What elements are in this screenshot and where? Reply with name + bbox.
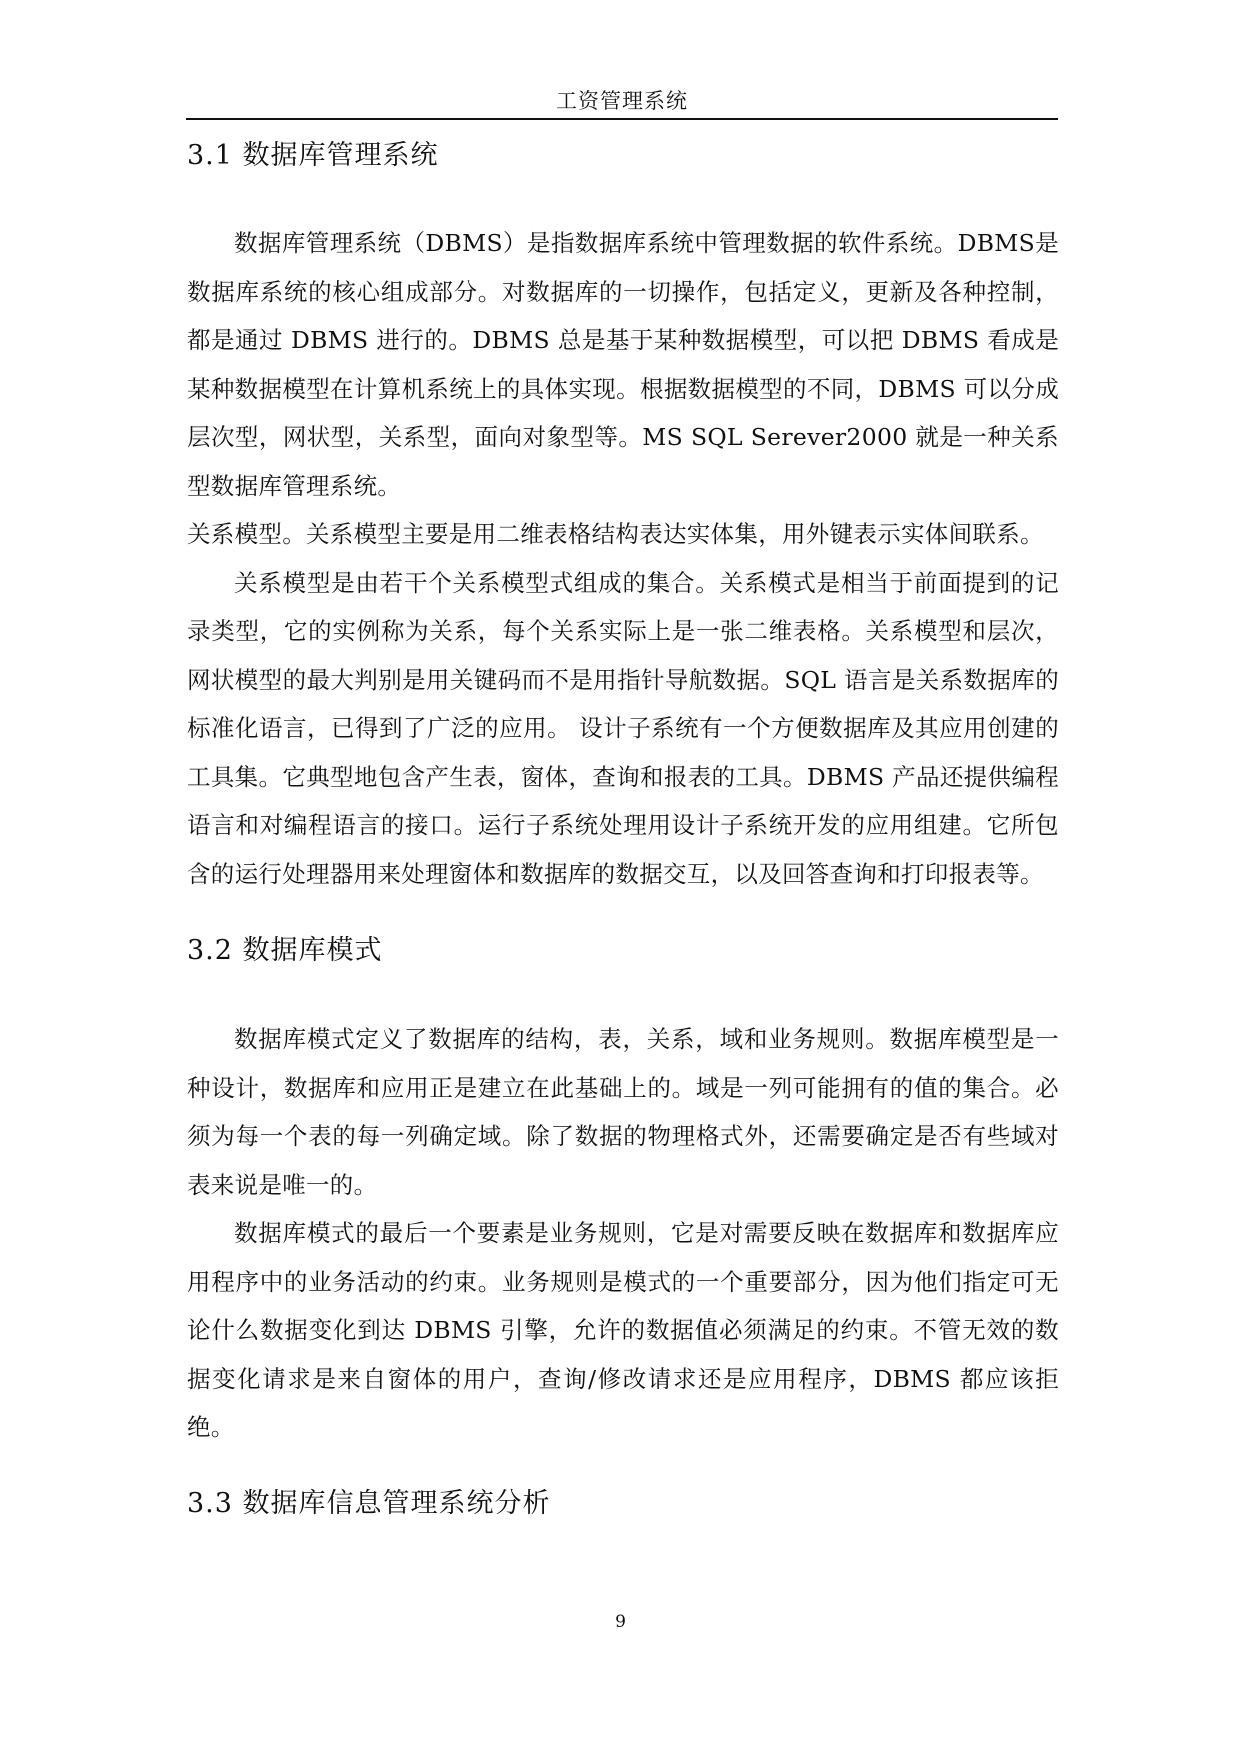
paragraph-dbms-intro: 数据库管理系统（DBMS）是指数据库系统中管理数据的软件系统。DBMS是数据库系统的核心组成部分。对数据库的一切操作，包括定义，更新及各种控制，都是通过 DBMS 进行的。DBMS 总是基于某种数据模型，可以把 DBMS 看成是某种数据模型在计算机系统上的具体实现。根据数据模型的不同，DBMS 可以分成层次型，网状型，关系型，面向对象型等。MS SQL Serever2000 就是一种关系型数据库管理系统。 [187, 229, 1059, 500]
section-heading-3-1: 3.1 数据库管理系统 [187, 140, 439, 171]
page-body [187, 132, 1059, 1528]
header-rule [186, 118, 1058, 120]
section-heading-3-3: 3.3 数据库信息管理系统分析 [187, 1487, 551, 1519]
paragraph-relational-schema: 关系模型是由若干个关系模型式组成的集合。关系模式是相当于前面提到的记录类型，它的实例称为关系，每个关系实际上是一张二维表格。关系模型和层次，网状模型的最大判别是用关键码而不是用指针导航数据。SQL 语言是关系数据库的标准化语言，已得到了广泛的应用。 设计子系统有一个方便数据库及其应用创建的工具集。它典型地包含产生表，窗体，查询和报表的工具。DBMS 产品还提供编程语言和对编程语言的接口。运行子系统处理用设计子系统开发的应用组建。它所包含的运行处理器用来处理窗体和数据库的数据交互，以及回答查询和打印报表等。 [187, 568, 1059, 888]
page-number: 9 [615, 1612, 626, 1632]
running-header: 工资管理系统 [556, 89, 688, 113]
paragraph-business-rules: 数据库模式的最后一个要素是业务规则，它是对需要反映在数据库和数据库应用程序中的业务活动的约束。业务规则是模式的一个重要部分，因为他们指定可无论什么数据变化到达 DBMS 引擎，允许的数据值必须满足的约束。不管无效的数据变化请求是来自窗体的用户，查询/修改请求还是应用程序，DBMS 都应该拒绝。 [187, 1219, 1059, 1441]
paragraph-relational-model: 关系模型。关系模型主要是用二维表格结构表达实体集，用外键表示实体间联系。 [187, 520, 1044, 548]
section-heading-3-2: 3.2 数据库模式 [187, 935, 383, 966]
paragraph-schema-definition: 数据库模式定义了数据库的结构，表，关系，域和业务规则。数据库模型是一种设计，数据库和应用正是建立在此基础上的。域是一列可能拥有的值的集合。必须为每一个表的每一列确定域。除了数据的物理格式外，还需要确定是否有些域对表来说是唯一的。 [187, 1025, 1059, 1199]
